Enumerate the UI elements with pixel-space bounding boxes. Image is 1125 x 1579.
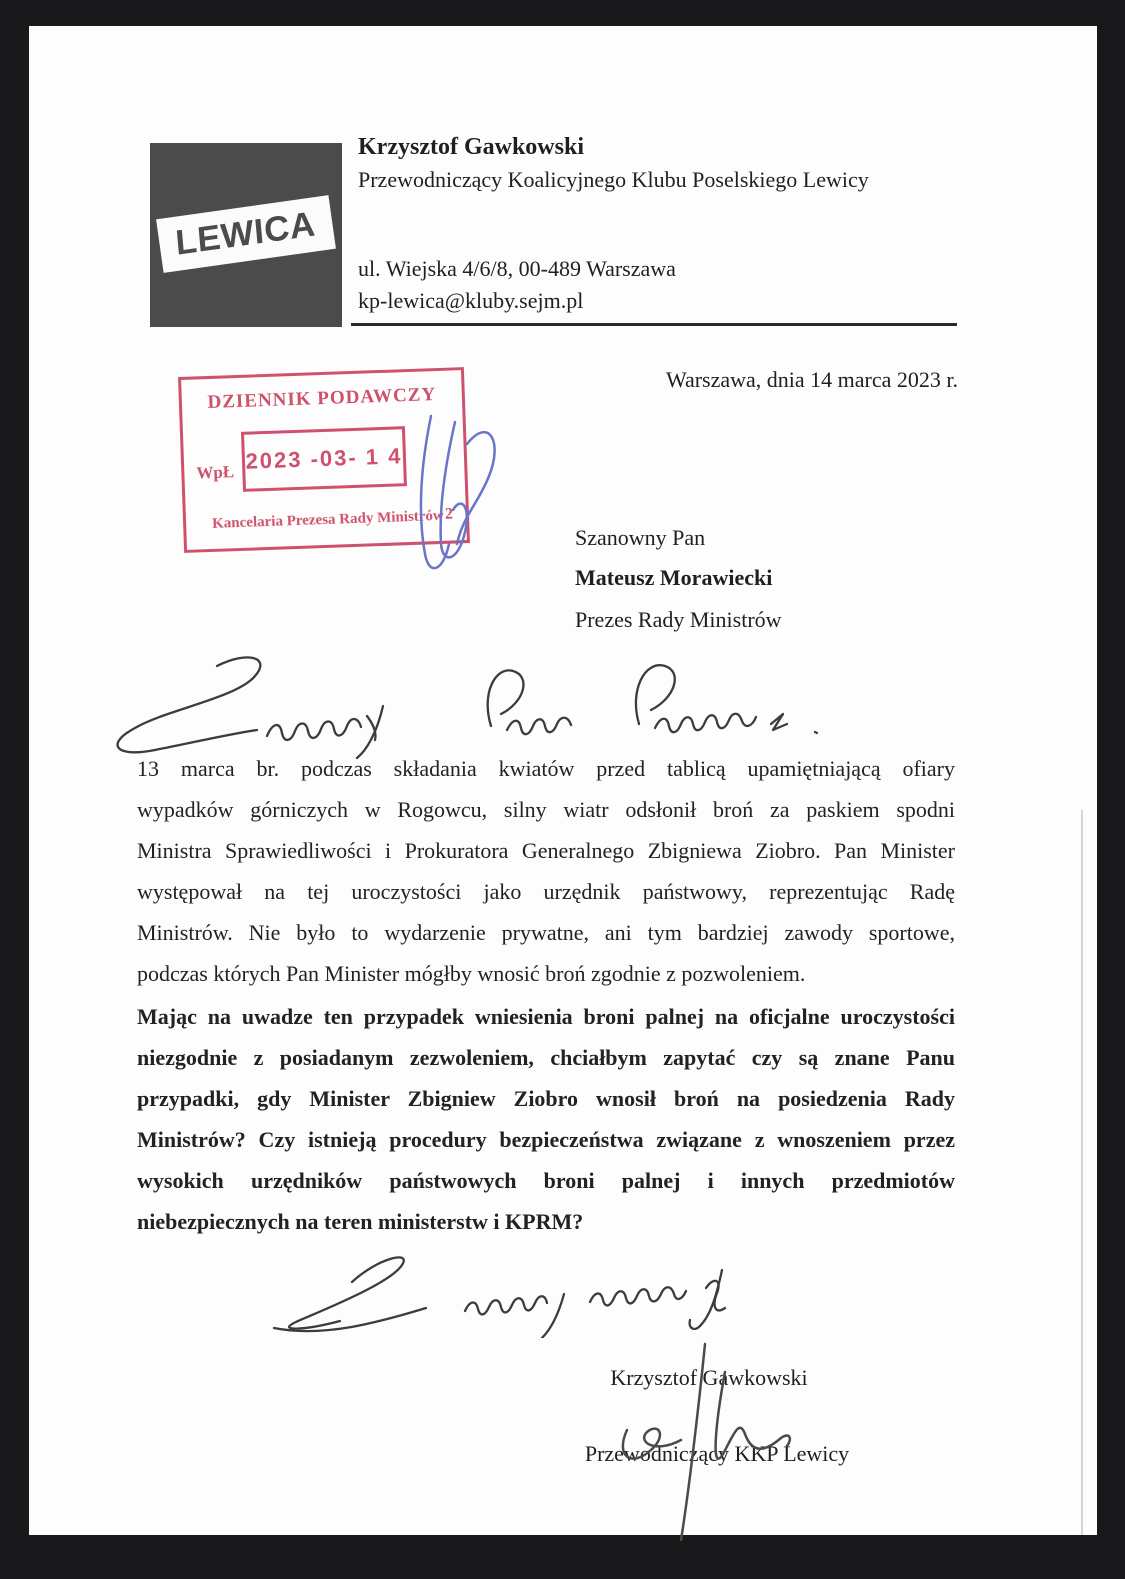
handwritten-closing xyxy=(260,1238,780,1338)
body-line: 13 marca br. podczas składania kwiatów przed tablicą upamiętniającą ofiary xyxy=(137,756,955,781)
sender-email: kp-lewica@kluby.sejm.pl xyxy=(358,288,584,313)
body-line: podczas których Pan Minister mógłby wnosić broń zgodnie z pozwoleniem. xyxy=(137,961,806,986)
dateline: Warszawa, dnia 14 marca 2023 r. xyxy=(665,367,958,392)
stamp-wpl-label: WpŁ xyxy=(196,462,235,483)
body-line: występował na tej uroczystości jako urzędnik państwowy, reprezentując Radę xyxy=(137,879,955,904)
stamp-date: 2023 -03- 1 4 xyxy=(245,443,403,474)
lewica-logo xyxy=(150,143,342,327)
lewica-logo-band xyxy=(156,195,336,273)
stamp-office: Kancelaria Prezesa Rady Ministrów xyxy=(211,507,445,532)
header-divider xyxy=(351,323,957,326)
recipient-name: Mateusz Morawiecki xyxy=(575,565,773,590)
letter-page xyxy=(29,26,1097,1535)
body-line: Ministrów. Nie było to wydarzenie prywatne, ani tym bardziej zawody sportowe, xyxy=(137,920,955,945)
body-line: wypadków górniczych w Rogowcu, silny wiatr odsłonił broń za paskiem spodni xyxy=(137,797,955,822)
sender-name: Krzysztof Gawkowski xyxy=(358,134,584,160)
stamp-title: DZIENNIK PODAWCZY xyxy=(207,384,437,414)
handwritten-greeting xyxy=(99,650,869,762)
body-line: przypadki, gdy Minister Zbigniew Ziobro wnosił broń na posiedzenia Rady xyxy=(137,1086,955,1111)
sender-address: ul. Wiejska 4/6/8, 00-489 Warszawa xyxy=(358,256,676,281)
stamp-number: 2 xyxy=(444,505,454,523)
scan-edge-line xyxy=(1081,810,1083,1535)
body-line: Ministrów? Czy istnieją procedury bezpieczeństwa związane z wnoszeniem przez xyxy=(137,1127,955,1152)
signature-title: Przewodniczący KKP Lewicy xyxy=(584,1441,850,1466)
body-line: niezgodnie z posiadanym zezwoleniem, chciałbym zapytać czy są znane Panu xyxy=(137,1045,955,1070)
signature-name: Krzysztof Gawkowski xyxy=(610,1365,808,1390)
lewica-logo-text: LEWICA xyxy=(174,204,318,263)
recipient-title: Prezes Rady Ministrów xyxy=(575,607,782,632)
body-line: Mając na uwadze ten przypadek wniesienia broni palnej na oficjalne uroczystości xyxy=(137,1004,955,1029)
pen-initials-scribble xyxy=(395,414,515,590)
body-paragraph-1 xyxy=(137,748,955,994)
recipient-salutation: Szanowny Pan xyxy=(575,525,706,550)
signature-scribble xyxy=(597,1342,797,1542)
sender-title: Przewodniczący Koalicyjnego Klubu Poselskiego Lewicy xyxy=(358,167,869,192)
body-line: niebezpiecznych na teren ministerstw i KPRM? xyxy=(137,1209,584,1234)
body-line: wysokich urzędników państwowych broni palnej i innych przedmiotów xyxy=(137,1168,955,1193)
body-line: Ministra Sprawiedliwości i Prokuratora Generalnego Zbigniewa Ziobro. Pan Minister xyxy=(137,838,955,863)
stamp-date-box xyxy=(241,426,407,492)
body-paragraph-2 xyxy=(137,996,955,1242)
